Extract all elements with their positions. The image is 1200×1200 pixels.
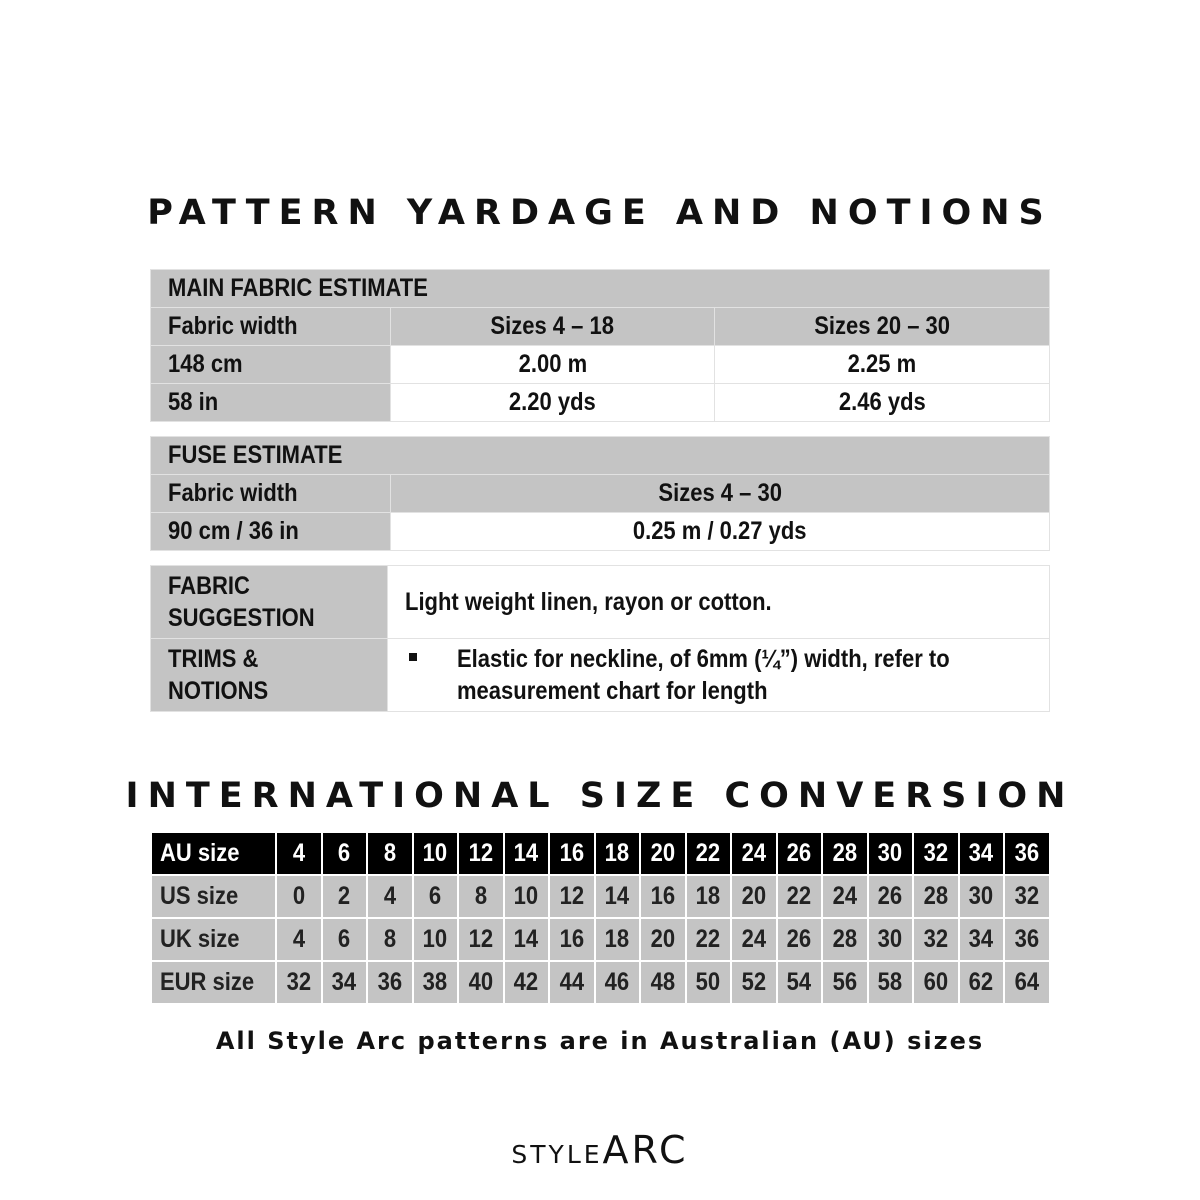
size-cell: 8 bbox=[367, 918, 413, 961]
size-cell: 58 bbox=[868, 961, 914, 1004]
size-cell: 36 bbox=[1004, 918, 1050, 961]
size-cell: 32 bbox=[913, 832, 959, 875]
suggestion-table bbox=[150, 565, 1050, 712]
size-cell: 6 bbox=[413, 875, 459, 918]
bullet-icon bbox=[409, 653, 417, 661]
size-cell: 14 bbox=[504, 918, 550, 961]
size-row-label: US size bbox=[151, 875, 276, 918]
size-cell: 16 bbox=[549, 918, 595, 961]
size-note: All Style Arc patterns are in Australian (AU) sizes bbox=[215, 1027, 985, 1055]
trims-row bbox=[151, 639, 1050, 712]
size-cell: 26 bbox=[868, 875, 914, 918]
table-cell: 2.00 m bbox=[391, 346, 715, 384]
list-item: Elastic for neckline, of 6mm (¼”) width, refer to measurement chart for length bbox=[405, 643, 1049, 707]
size-cell: 20 bbox=[731, 875, 777, 918]
size-cell: 48 bbox=[640, 961, 686, 1004]
size-cell: 52 bbox=[731, 961, 777, 1004]
size-cell: 28 bbox=[913, 875, 959, 918]
size-cell: 30 bbox=[868, 918, 914, 961]
size-cell: 4 bbox=[276, 832, 322, 875]
size-cell: 54 bbox=[777, 961, 823, 1004]
size-row-label: UK size bbox=[151, 918, 276, 961]
header-fabric-width: Fabric width bbox=[151, 475, 391, 513]
size-conversion-title: INTERNATIONAL SIZE CONVERSION bbox=[125, 776, 1075, 816]
size-cell: 36 bbox=[367, 961, 413, 1004]
size-cell: 12 bbox=[458, 832, 504, 875]
size-cell: 2 bbox=[322, 875, 368, 918]
size-cell: 22 bbox=[777, 875, 823, 918]
size-cell: 56 bbox=[822, 961, 868, 1004]
size-cell: 50 bbox=[686, 961, 732, 1004]
size-cell: 42 bbox=[504, 961, 550, 1004]
table-cell: 2.46 yds bbox=[715, 384, 1050, 422]
size-cell: 40 bbox=[458, 961, 504, 1004]
table-row bbox=[151, 346, 1050, 384]
table-cell: 2.20 yds bbox=[391, 384, 715, 422]
size-cell: 64 bbox=[1004, 961, 1050, 1004]
fabric-suggestion-label: FABRIC SUGGESTION bbox=[151, 566, 388, 639]
header-fabric-width: Fabric width bbox=[151, 308, 391, 346]
size-cell: 10 bbox=[413, 918, 459, 961]
size-cell: 22 bbox=[686, 832, 732, 875]
header-sizes-all: Sizes 4 – 30 bbox=[391, 475, 1050, 513]
size-row bbox=[151, 875, 1050, 918]
logo-style-text: STYLE bbox=[511, 1140, 603, 1169]
row-label: 148 cm bbox=[151, 346, 391, 384]
size-cell: 12 bbox=[549, 875, 595, 918]
size-cell: 4 bbox=[276, 918, 322, 961]
size-cell: 10 bbox=[504, 875, 550, 918]
size-cell: 16 bbox=[640, 875, 686, 918]
fabric-suggestion-value: Light weight linen, rayon or cotton. bbox=[388, 566, 1050, 639]
size-cell: 24 bbox=[731, 918, 777, 961]
table-cell: 2.25 m bbox=[715, 346, 1050, 384]
size-conversion-table bbox=[150, 831, 1051, 1005]
size-cell: 8 bbox=[458, 875, 504, 918]
size-cell: 34 bbox=[959, 918, 1005, 961]
fuse-table bbox=[150, 436, 1050, 551]
size-cell: 8 bbox=[367, 832, 413, 875]
size-cell: 26 bbox=[777, 832, 823, 875]
yardage-title: PATTERN YARDAGE AND NOTIONS bbox=[147, 193, 1053, 233]
size-cell: 44 bbox=[549, 961, 595, 1004]
size-cell: 60 bbox=[913, 961, 959, 1004]
size-cell: 32 bbox=[1004, 875, 1050, 918]
fuse-heading: FUSE ESTIMATE bbox=[151, 437, 1050, 475]
size-cell: 14 bbox=[595, 875, 641, 918]
size-cell: 32 bbox=[913, 918, 959, 961]
table-row bbox=[151, 513, 1050, 551]
size-cell: 4 bbox=[367, 875, 413, 918]
trims-value bbox=[388, 639, 1050, 712]
size-cell: 38 bbox=[413, 961, 459, 1004]
size-cell: 62 bbox=[959, 961, 1005, 1004]
main-fabric-table bbox=[150, 269, 1050, 422]
trims-label: TRIMS & NOTIONS bbox=[151, 639, 388, 712]
size-cell: 28 bbox=[822, 918, 868, 961]
size-cell: 10 bbox=[413, 832, 459, 875]
table-row bbox=[151, 384, 1050, 422]
size-cell: 18 bbox=[595, 918, 641, 961]
row-label: 58 in bbox=[151, 384, 391, 422]
size-cell: 46 bbox=[595, 961, 641, 1004]
size-cell: 12 bbox=[458, 918, 504, 961]
size-cell: 30 bbox=[868, 832, 914, 875]
size-cell: 26 bbox=[777, 918, 823, 961]
size-cell: 6 bbox=[322, 832, 368, 875]
row-label: 90 cm / 36 in bbox=[151, 513, 391, 551]
main-fabric-header-row bbox=[151, 308, 1050, 346]
size-cell: 20 bbox=[640, 832, 686, 875]
size-row-label: AU size bbox=[151, 832, 276, 875]
size-row bbox=[151, 961, 1050, 1004]
table-cell: 0.25 m / 0.27 yds bbox=[391, 513, 1050, 551]
size-row bbox=[151, 918, 1050, 961]
size-cell: 32 bbox=[276, 961, 322, 1004]
size-cell: 18 bbox=[595, 832, 641, 875]
size-cell: 22 bbox=[686, 918, 732, 961]
size-cell: 20 bbox=[640, 918, 686, 961]
header-sizes-small: Sizes 4 – 18 bbox=[391, 308, 715, 346]
size-cell: 28 bbox=[822, 832, 868, 875]
size-cell: 24 bbox=[822, 875, 868, 918]
fabric-suggestion-row bbox=[151, 566, 1050, 639]
size-cell: 34 bbox=[959, 832, 1005, 875]
size-cell: 16 bbox=[549, 832, 595, 875]
size-cell: 34 bbox=[322, 961, 368, 1004]
style-arc-logo bbox=[0, 1130, 1200, 1178]
fuse-header-row bbox=[151, 475, 1050, 513]
logo-arc-text: ARC bbox=[602, 1128, 689, 1172]
header-sizes-large: Sizes 20 – 30 bbox=[715, 308, 1050, 346]
size-cell: 36 bbox=[1004, 832, 1050, 875]
size-row bbox=[151, 832, 1050, 875]
size-cell: 6 bbox=[322, 918, 368, 961]
main-fabric-heading: MAIN FABRIC ESTIMATE bbox=[151, 270, 1050, 308]
size-row-label: EUR size bbox=[151, 961, 276, 1004]
size-cell: 0 bbox=[276, 875, 322, 918]
main-fabric-heading-row bbox=[151, 270, 1050, 308]
size-cell: 14 bbox=[504, 832, 550, 875]
size-cell: 30 bbox=[959, 875, 1005, 918]
size-cell: 18 bbox=[686, 875, 732, 918]
fuse-heading-row bbox=[151, 437, 1050, 475]
size-cell: 24 bbox=[731, 832, 777, 875]
